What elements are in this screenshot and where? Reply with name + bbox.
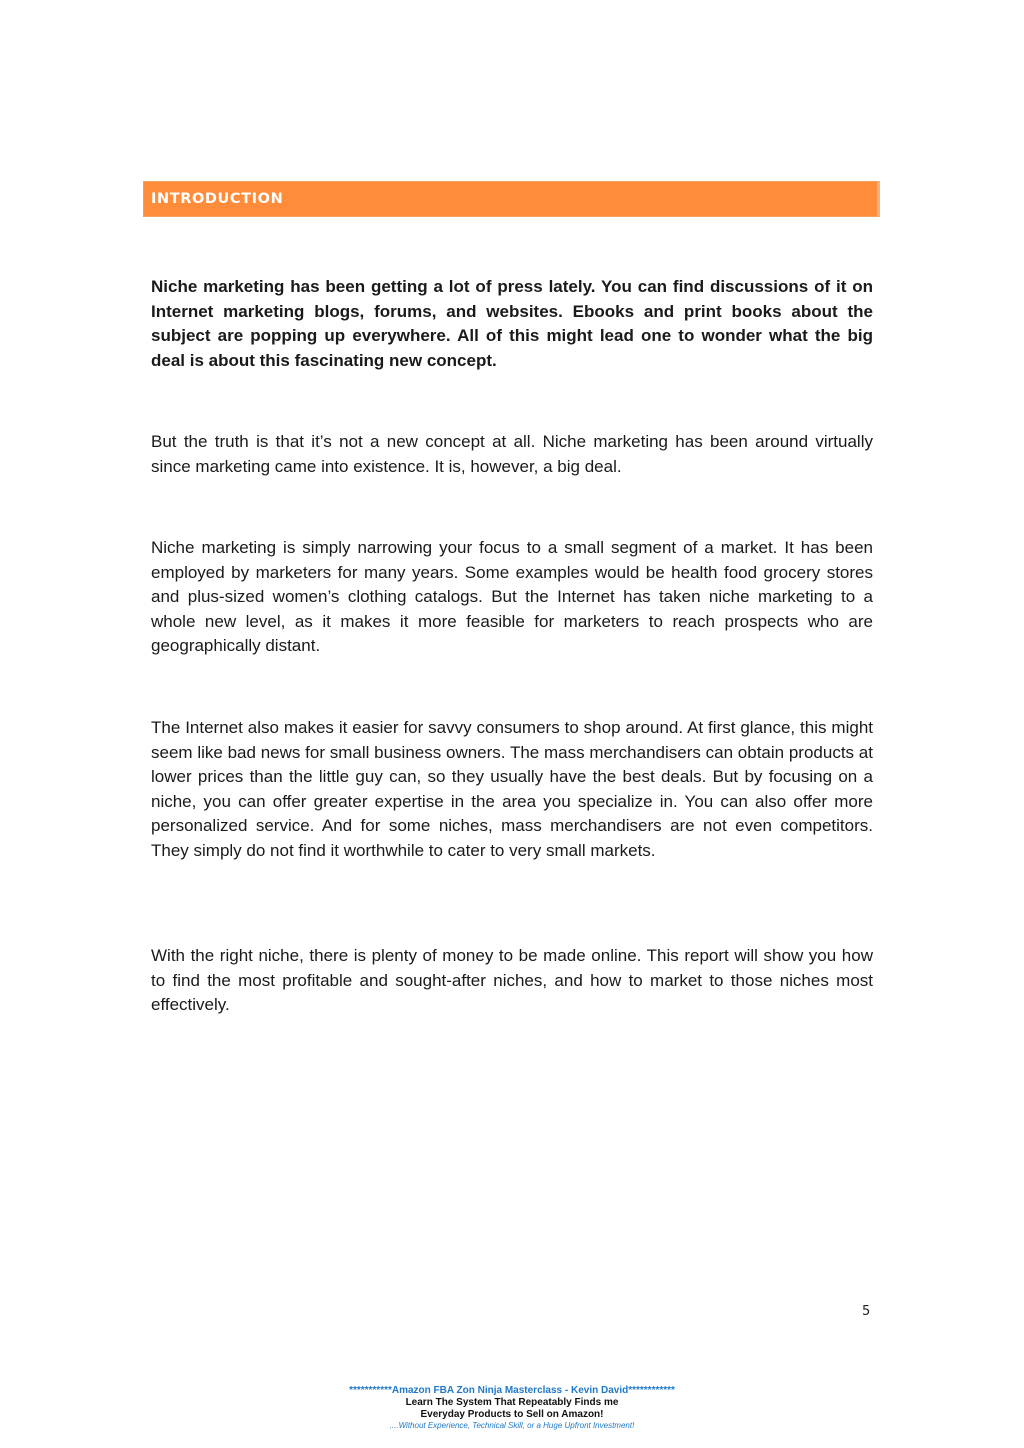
intro-paragraph-3: Niche marketing is simply narrowing your focus to a small segment of a market. It has been employed by marketers for many years. Some examples would be health food grocery stores and plus-sized women’s clothing catalogs. But the Internet has taken niche marketing to a whole new level, as it makes it more feasible for marketers to reach prospects who are geographically distant. bbox=[151, 538, 873, 655]
footer-line-2: Learn The System That Repeatably Finds me bbox=[405, 1397, 619, 1408]
footer-line-4: ....Without Experience, Technical Skill, or a Huge Upfront Investment! bbox=[389, 1421, 635, 1430]
footer-line-1: ***********Amazon FBA Zon Ninja Masterclass - Kevin David************ bbox=[349, 1385, 675, 1396]
intro-paragraph-4: The Internet also makes it easier for savvy consumers to shop around. At first glance, this might seem like bad news for small business owners. The mass merchandisers can obtain products at lower prices than the little guy can, so they usually have the best deals. But by focusing on a niche, you can offer greater expertise in the area you specialize in. You can also offer more personalized service. And for some niches, mass merchandisers are not even competitors. They simply do not find it worthwhile to cater to very small markets. bbox=[151, 718, 873, 860]
page-number: 5 bbox=[862, 1304, 871, 1319]
intro-paragraph-2: But the truth is that it’s not a new concept at all. Niche marketing has been around virtually since marketing came into existence. It is, however, a big deal. bbox=[151, 432, 873, 476]
footer-line-3: Everyday Products to Sell on Amazon! bbox=[420, 1409, 604, 1420]
intro-paragraph-1: Niche marketing has been getting a lot of press lately. You can find discussions of it on Internet marketing blogs, forums, and websites. Ebooks and print books about the subject are popping up everywhere. All of this might lead one to wonder what the big deal is about this fascinating new concept. bbox=[151, 277, 873, 370]
intro-paragraph-5: With the right niche, there is plenty of money to be made online. This report will show you how to find the most profitable and sought-after niches, and how to market to those niches most effectively. bbox=[151, 946, 873, 1014]
section-title: INTRODUCTION bbox=[151, 191, 284, 207]
section-header-bar bbox=[143, 181, 880, 217]
footer-promo bbox=[262, 1385, 762, 1431]
